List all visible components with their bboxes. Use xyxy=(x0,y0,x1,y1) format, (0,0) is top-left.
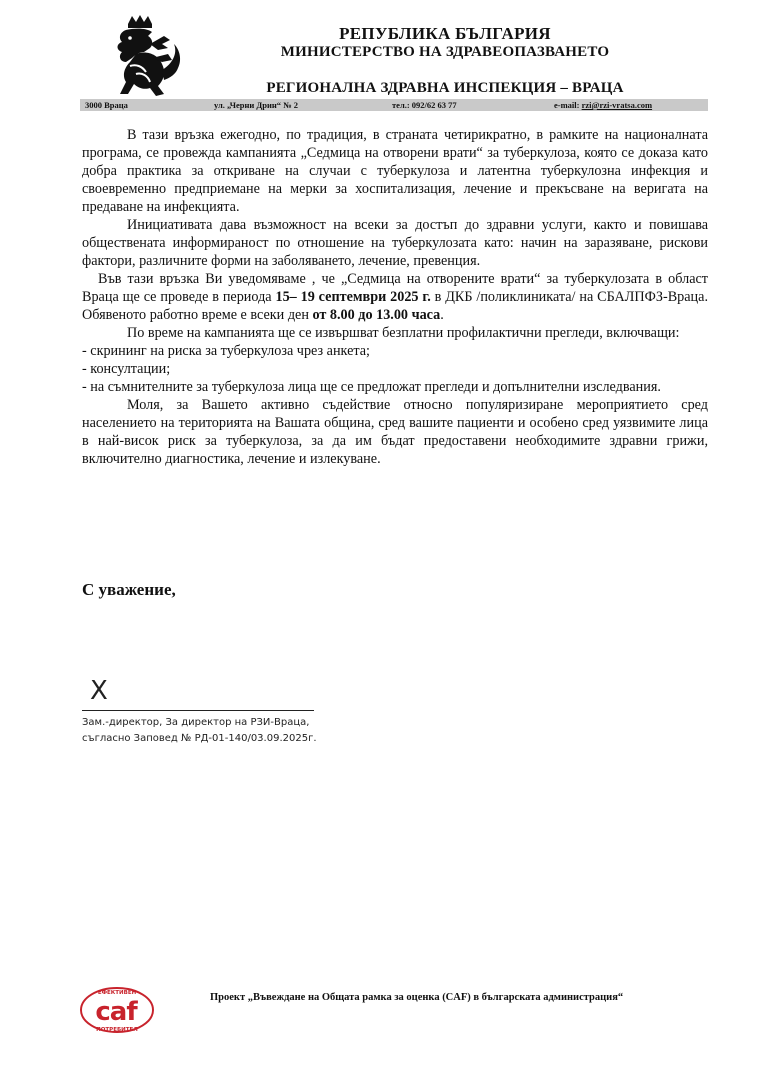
contact-phone: тел.: 092/62 63 77 xyxy=(392,100,457,110)
working-hours: от 8.00 до 13.00 часа xyxy=(312,307,441,323)
header-country: РЕПУБЛИКА БЪЛГАРИЯ xyxy=(339,24,551,43)
contact-email-label: e-mail: xyxy=(554,100,580,110)
contact-email-group xyxy=(554,99,652,111)
contact-bar xyxy=(80,99,708,111)
caf-logo-bottom: ПОТРЕБИТЕЛ xyxy=(96,1027,138,1033)
contact-address: ул. „Черни Дрин“ № 2 xyxy=(214,100,299,110)
paragraph-4: По време на кампанията ще се извършват безплатни профилактични прегледи, включващи: xyxy=(127,325,680,341)
signature-caption xyxy=(82,715,317,747)
list-item: - скрининг на риска за туберкулоза чрез анкета; xyxy=(82,343,370,359)
list-item: - консултации; xyxy=(82,361,171,377)
contact-city: 3000 Враца xyxy=(85,100,128,110)
signature-line xyxy=(82,710,314,711)
signature-mark: X xyxy=(90,676,108,706)
contact-email-link[interactable]: rzi@rzi-vratsa.com xyxy=(581,100,653,110)
paragraph-5: Моля, за Вашето активно съдействие относно популяризиране мероприятието сред населението на територията на Вашата община, сред вашите пациенти и особено сред уязвимите лица в най-висок риск за туберкулоза, за да им бъдат предоставени необходимите здравни грижи, включително диагностика, лечение и излекуване. xyxy=(82,397,708,467)
signature-block xyxy=(80,640,316,760)
header-inspection: РЕГИОНАЛНА ЗДРАВНА ИНСПЕКЦИЯ – ВРАЦА xyxy=(266,80,624,96)
lion-crest-icon xyxy=(106,14,186,100)
paragraph-3-text-b: в ДКБ /поликлиниката/ на СБАЛПФЗ-Враца. Обявеното работно време е всеки ден xyxy=(82,289,708,323)
paragraph-3-text-c: . xyxy=(440,307,444,323)
paragraph-2: Инициативата дава възможност на всеки за достъп до здравни услуги, както и повишава обществената информираност по отношение на туберкулозата като: начин на заразяване, рискови фактори, различните форми на заболяването, лечение, превенция. xyxy=(82,217,708,269)
signature-order: съгласно Заповед № РД-01-140/03.09.2025г. xyxy=(82,733,317,744)
closing-salutation: С уважение, xyxy=(82,580,176,599)
letter-body xyxy=(82,126,708,468)
footer-project-text: Проект „Въвеждане на Общата рамка за оценка (CAF) в българската администрация“ xyxy=(210,992,624,1003)
list-item: - на съмнителните за туберкулоза лица ще се предложат прегледи и допълнителни изследвания. xyxy=(82,379,661,395)
caf-logo-icon xyxy=(78,982,156,1036)
paragraph-1: В тази връзка ежегодно, по традиция, в страната четирикратно, в рамките на националната програма, се провежда кампанията „Седмица на отворени врати“ за туберкулоза, която се доказа като добра практика за откриване на случаи с туберкулоза и латентна туберкулозна инфекция и своевременно предприемане на мерки за хоспитализация, лечение и прекъсване на веригата на предаване на инфекцията. xyxy=(82,127,708,215)
paragraph-3-text-a: Във тази връзка Ви уведомяваме , че „Седмица на отворените врати“ за туберкулозата в област Враца ще се проведе в периода xyxy=(82,271,708,305)
campaign-dates: 15– 19 септември 2025 г. xyxy=(275,289,431,305)
signature-role: Зам.-директор, За директор на РЗИ-Враца, xyxy=(82,717,310,728)
header-ministry: МИНИСТЕРСТВО НА ЗДРАВЕОПАЗВАНЕТО xyxy=(280,44,610,60)
paragraph-3 xyxy=(82,270,708,324)
caf-logo-main: caf xyxy=(95,997,137,1027)
caf-logo-top: ЕФЕКТИВЕН xyxy=(97,990,137,996)
